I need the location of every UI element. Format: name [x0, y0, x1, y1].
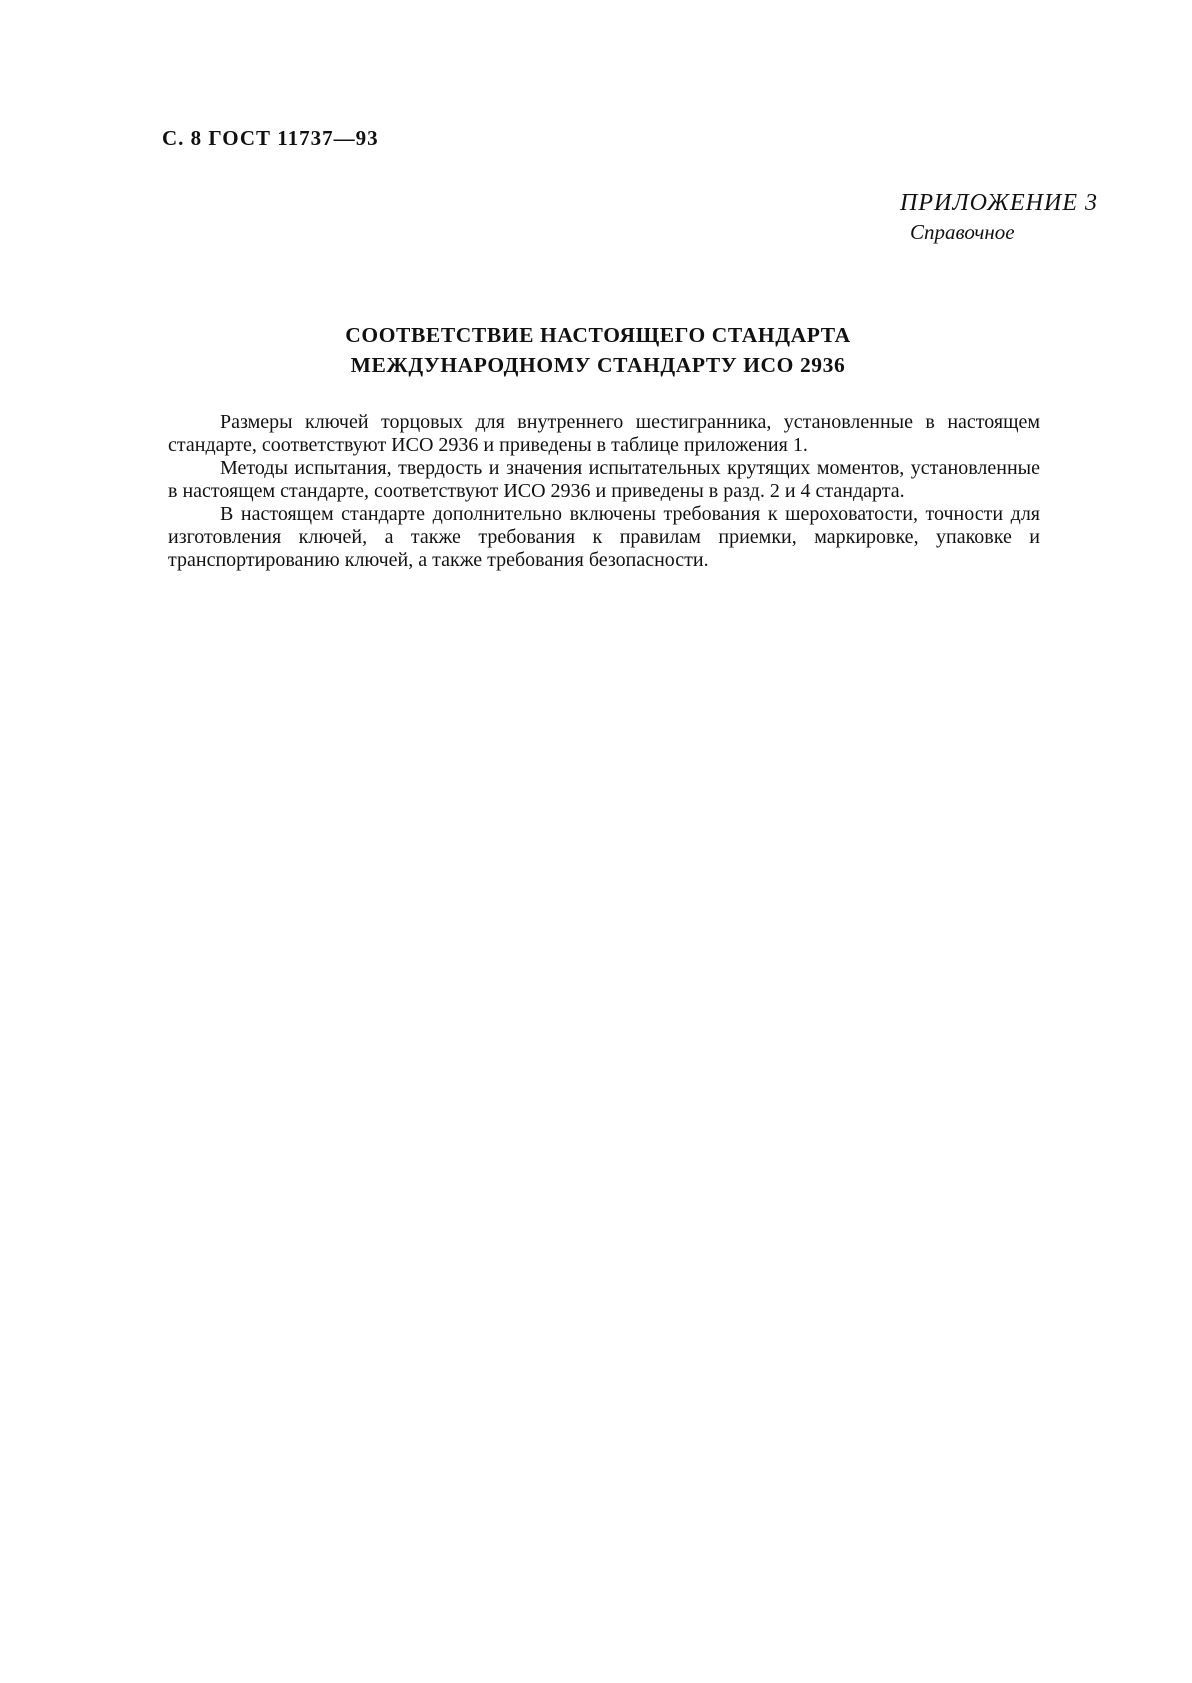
paragraph-additional-requirements: В настоящем стандарте дополнительно включены требования к шероховатости, точности для изготовления ключей, а также требования к правилам приемки, маркировке, упаковке и транспортированию ключей, а также требования безопасности.: [168, 503, 1040, 571]
title-line-2: МЕЖДУНАРОДНОМУ СТАНДАРТУ ИСО 2936: [350, 353, 846, 377]
body-text: [168, 411, 1040, 572]
appendix-block: [900, 188, 1098, 246]
appendix-label: ПРИЛОЖЕНИЕ 3: [900, 190, 1098, 216]
document-title: [164, 320, 1032, 380]
appendix-type: Справочное: [910, 220, 1015, 244]
page-reference: С. 8 ГОСТ 11737—93: [162, 126, 379, 150]
paragraph-dimensions: Размеры ключей торцовых для внутреннего шестигранника, установленные в настоящем стандарте, соответствуют ИСО 2936 и приведены в таблице приложения 1.: [168, 411, 1040, 456]
paragraph-test-methods: Методы испытания, твердость и значения испытательных крутящих моментов, установленные в настоящем стандарте, соответствуют ИСО 2936 и приведены в разд. 2 и 4 стандарта.: [168, 457, 1040, 502]
title-line-1: СООТВЕТСТВИЕ НАСТОЯЩЕГО СТАНДАРТА: [345, 323, 851, 347]
page-header: [162, 126, 379, 151]
